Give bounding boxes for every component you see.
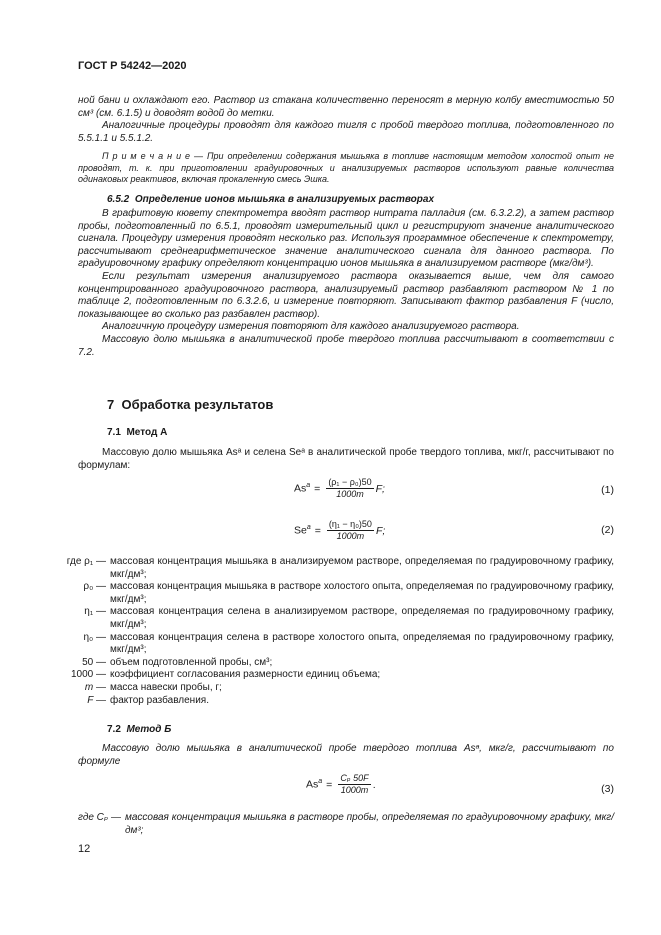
definition-symbol: где ρ₁ — bbox=[66, 556, 106, 567]
definition-text: коэффициент согласования размерности единиц объема; bbox=[110, 669, 381, 681]
formula-1-number: (1) bbox=[601, 484, 614, 496]
definition-item bbox=[78, 812, 614, 837]
section-71-title: Метод А bbox=[126, 427, 168, 438]
definition-symbol: F — bbox=[87, 694, 106, 706]
definition-text: объем подготовленной пробы, см³; bbox=[110, 656, 273, 668]
formula-2-lhs: Se$^a$ bbox=[294, 524, 311, 537]
formula-3-equals: = bbox=[326, 778, 333, 791]
formula-3-lhs: As$^a$ bbox=[306, 778, 323, 791]
formula-1-denominator: 1000m bbox=[336, 489, 364, 499]
intro-block bbox=[78, 95, 614, 186]
formula-1 bbox=[294, 477, 385, 500]
formula-2-factor: F; bbox=[375, 524, 386, 537]
definition-symbol: где Cₚ — bbox=[78, 812, 121, 823]
note-text: — При определении содержания мышьяка в топливе настоящим методом холостой опыт не проводят, т. к. при приготовлении градуировочных и анализируемых растворов используют равные количества одинаковых реактивов, включая прокаленную смесь Эшка. bbox=[78, 151, 614, 185]
definition-symbol: η₀ — bbox=[83, 631, 106, 643]
section-652-heading bbox=[107, 194, 434, 205]
definition-text: массовая концентрация мышьяка в растворе холостого опыта, определяемая по градуировочному графику, мкг/дм³; bbox=[110, 581, 614, 605]
intro-paragraph-2: Аналогичные процедуры проводят для каждого тигля с пробой твердого топлива, подготовленного по 5.5.1.1 и 5.5.1.2. bbox=[78, 120, 614, 144]
formula-2-equals: = bbox=[314, 524, 321, 537]
definition-text: массовая концентрация мышьяка в растворе пробы, определяемая по градуировочному графику, мкг/дм³; bbox=[124, 812, 614, 836]
formula-3-numerator: Cₚ 50F bbox=[340, 773, 369, 783]
section-7-number: 7 bbox=[107, 397, 115, 412]
formula-3 bbox=[306, 773, 376, 796]
formula-3-fraction bbox=[338, 773, 370, 796]
definition-text: масса навески пробы, г; bbox=[110, 681, 222, 693]
section-71-number: 7.1 bbox=[107, 427, 121, 438]
formula-1-factor: F; bbox=[375, 482, 385, 495]
formula-2-numerator: (η₁ − η₀)50 bbox=[328, 519, 372, 529]
definition-symbol: 1000 — bbox=[70, 669, 106, 681]
formula-1-numerator: (ρ₁ − ρ₀)50 bbox=[328, 477, 372, 487]
formula-1-equals: = bbox=[314, 482, 321, 495]
definition-item bbox=[36, 632, 614, 657]
definition-symbol: η₁ — bbox=[84, 606, 106, 618]
section-7-heading bbox=[107, 397, 273, 412]
definition-symbol: m — bbox=[84, 681, 106, 693]
section-7-title: Обработка результатов bbox=[121, 397, 274, 412]
definition-item bbox=[36, 669, 614, 682]
definition-text: массовая концентрация селена в анализируемом растворе, определяемая по градуировочному графику, мкг/дм³; bbox=[110, 606, 614, 630]
section-72-number: 7.2 bbox=[107, 724, 121, 735]
section-652-paragraph-4: Массовую долю мышьяка в аналитической пробе твердого топлива рассчитывают в соответствии с 7.2. bbox=[78, 333, 614, 358]
definition-text: массовая концентрация мышьяка в анализируемом растворе, определяемая по градуировочному графику, мкг/дм³; bbox=[110, 556, 614, 580]
definition-item bbox=[36, 695, 614, 708]
section-71-heading bbox=[107, 427, 167, 438]
document-code: ГОСТ Р 54242—2020 bbox=[78, 60, 187, 72]
definition-text: фактор разбавления. bbox=[110, 694, 209, 706]
definition-item bbox=[36, 657, 614, 670]
definition-item bbox=[36, 682, 614, 695]
definition-item bbox=[36, 581, 614, 606]
formula-2-denominator: 1000m bbox=[336, 531, 365, 541]
definition-item bbox=[36, 556, 614, 581]
formula-2-number: (2) bbox=[601, 524, 614, 536]
note bbox=[78, 151, 614, 186]
formula-1-fraction bbox=[326, 477, 373, 500]
definitions-list bbox=[36, 556, 614, 707]
formula-3-number: (3) bbox=[601, 783, 614, 795]
section-652-body bbox=[78, 208, 614, 359]
definition-symbol: 50 — bbox=[82, 656, 106, 668]
section-72-heading bbox=[107, 724, 171, 735]
note-label: П р и м е ч а н и е bbox=[102, 151, 191, 162]
formula-1-lhs: As$^a$ bbox=[294, 482, 311, 495]
final-definition bbox=[78, 812, 614, 837]
definition-symbol: ρ₀ — bbox=[83, 581, 106, 593]
page-number: 12 bbox=[78, 843, 91, 855]
section-72-text: Массовую долю мышьяка в аналитической пробе твердого топлива Asᵃ, мкг/г, рассчитывают по формуле bbox=[78, 743, 614, 767]
formula-3-factor: . bbox=[372, 778, 376, 791]
section-652-paragraph-2: Если результат измерения анализируемого раствора оказывается выше, чем для самого концентрированного градуировочного раствора, анализируемый раствор разбавляют раствором № 1 по таблице 2, подготовленным по 6.3.2.6, и измерение повторяют. Записывают фактор разбавления F (число, показывающее во сколько раз разбавлен раствор). bbox=[78, 270, 614, 320]
formula-3-denominator: 1000m bbox=[340, 785, 369, 795]
section-652-paragraph-1: В графитовую кювету спектрометра вводят раствор нитрата палладия (см. 6.3.2.2), а затем раствор пробы, подготовленный по 6.5.1, проводят измерительный цикл и регистрируют значение аналитического сигнала. Процедуру измерения проводят несколько раз. Используя программное обеспечение к спектрометру, рассчитывают среднеарифметическое значение аналитического сигнала для данного раствора. По градуировочному графику определяют концентрацию ионов мышьяка в анализируемом растворе (мкг/дм³). bbox=[78, 208, 614, 270]
formula-2 bbox=[294, 519, 385, 542]
section-652-paragraph-3: Аналогичную процедуру измерения повторяют для каждого анализируемого раствора. bbox=[102, 321, 520, 333]
formula-2-fraction bbox=[327, 519, 374, 542]
definition-text: массовая концентрация селена в растворе холостого опыта, определяемая по градуировочному графику, мкг/дм³; bbox=[110, 631, 614, 656]
section-72-title: Метод Б bbox=[126, 724, 172, 735]
section-71-text: Массовую долю мышьяка Asᵃ и селена Seᵃ в аналитической пробе твердого топлива, мкг/г, рассчитывают по формулам: bbox=[78, 447, 614, 471]
definition-item bbox=[36, 606, 614, 631]
intro-paragraph-1: ной бани и охлаждают его. Раствор из стакана количественно переносят в мерную колбу вместимостью 50 см³ (см. 6.1.5) и доводят водой до метки. bbox=[78, 95, 614, 119]
section-652-number: 6.5.2 bbox=[107, 194, 130, 205]
section-652-title: Определение ионов мышьяка в анализируемых растворах bbox=[134, 194, 435, 205]
